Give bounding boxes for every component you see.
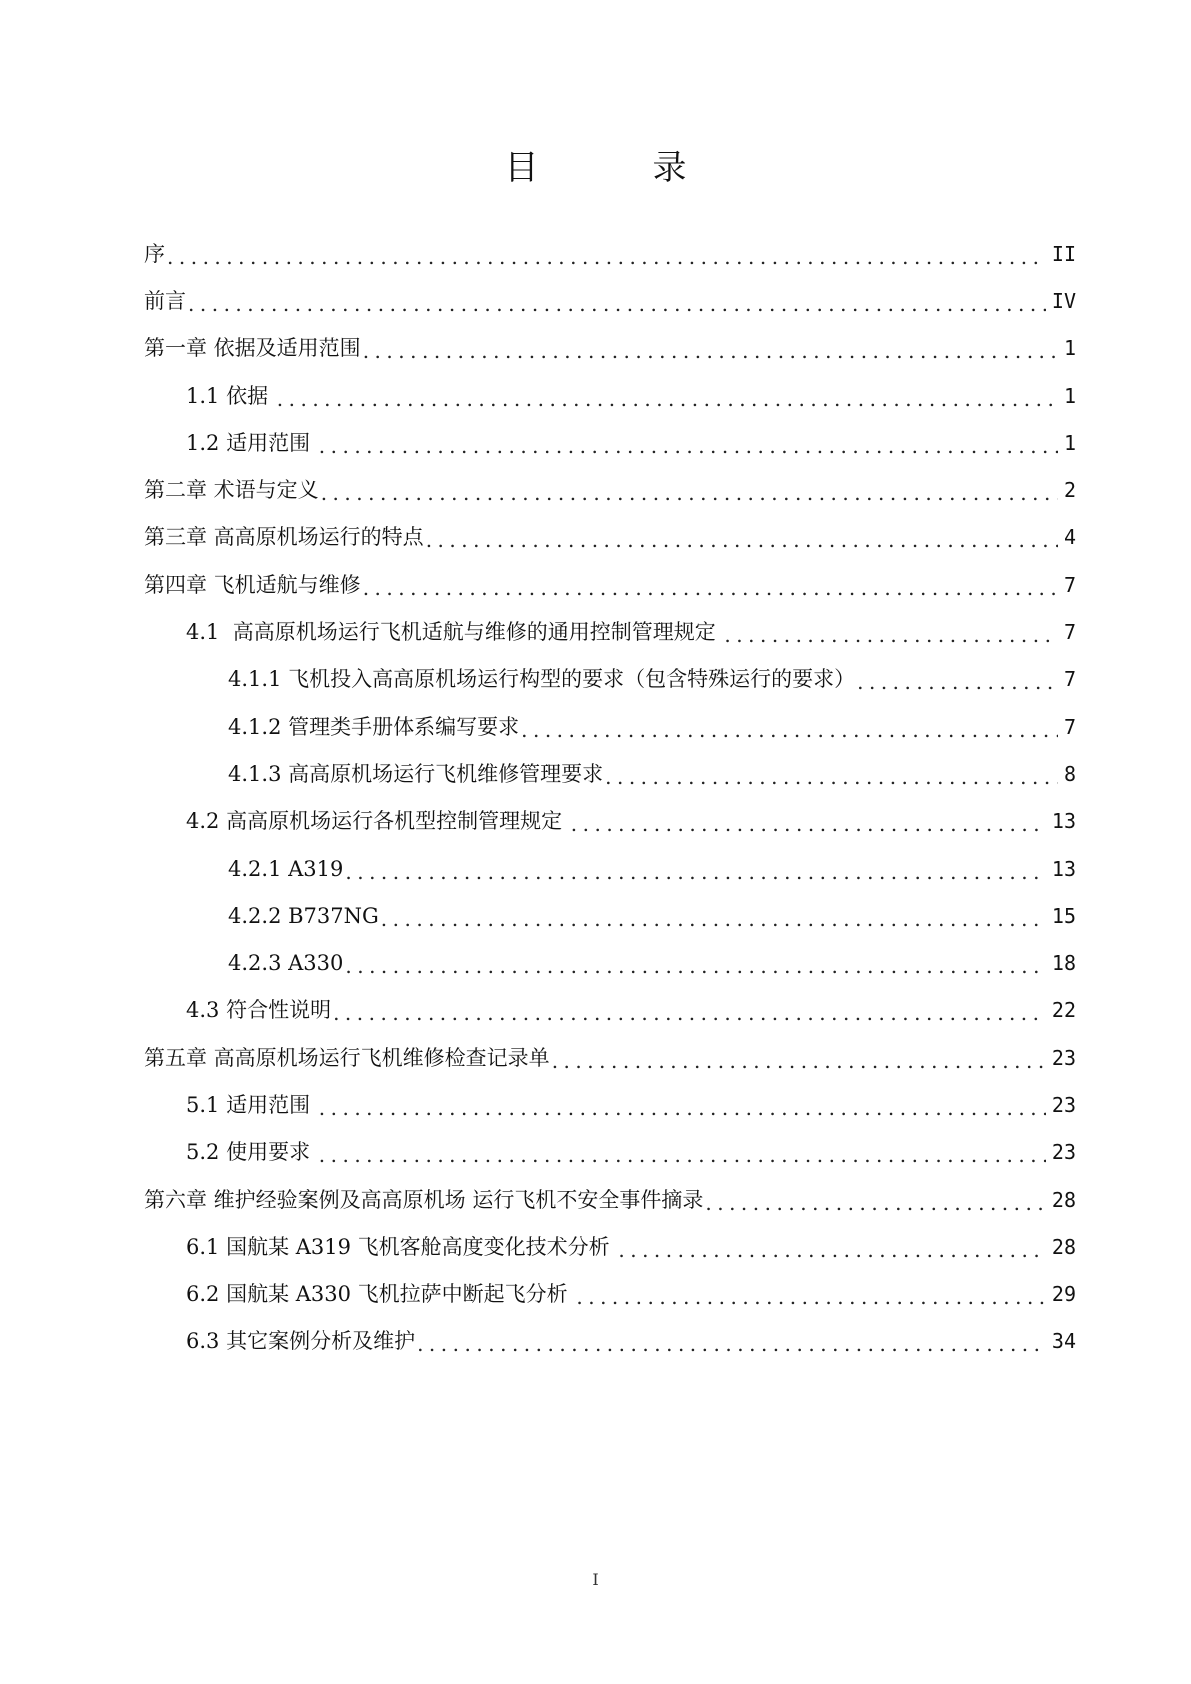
toc-dot-leader	[605, 762, 1058, 792]
toc-dot-leader	[417, 1329, 1046, 1359]
toc-page-number: 7	[1063, 572, 1076, 597]
toc-page-number: 23	[1051, 1045, 1076, 1070]
toc-entry[interactable]	[144, 1318, 1076, 1365]
toc-page-number: 7	[1063, 714, 1076, 739]
toc-dot-leader	[277, 384, 1058, 414]
toc-dot-leader	[319, 1093, 1046, 1123]
toc-entry-text: 5.2 使用要求	[186, 1140, 317, 1165]
toc-entry[interactable]	[144, 419, 1076, 466]
toc-entry-text: 序	[144, 241, 165, 266]
toc-page-number: 2	[1063, 478, 1076, 503]
toc-entry-text: 4.2 高高原机场运行各机型控制管理规定	[186, 809, 569, 834]
toc-dot-leader	[167, 242, 1046, 272]
toc-page-number: 13	[1051, 809, 1076, 834]
toc-dot-leader	[521, 715, 1058, 745]
toc-entry-text: 第二章 术语与定义	[144, 478, 319, 503]
toc-dot-leader	[188, 289, 1046, 319]
toc-dot-leader	[333, 998, 1046, 1028]
toc-dot-leader	[724, 620, 1058, 650]
toc-entry[interactable]	[144, 1034, 1076, 1081]
toc-entry-text: 4.1 高高原机场运行飞机适航与维修的通用控制管理规定	[186, 620, 723, 645]
toc-dot-leader	[363, 573, 1058, 603]
toc-entry-text: 第五章 高高原机场运行飞机维修检查记录单	[144, 1045, 550, 1070]
toc-entry[interactable]	[144, 1176, 1076, 1223]
toc-entry-text: 4.2.3 A330	[228, 951, 344, 976]
toc-dot-leader	[552, 1046, 1046, 1076]
toc-dot-leader	[857, 667, 1058, 697]
toc-entry-text: 5.1 适用范围	[186, 1092, 317, 1117]
toc-entry-text: 4.2.2 B737NG	[228, 903, 379, 928]
toc-entry[interactable]	[144, 372, 1076, 419]
toc-entry[interactable]	[144, 608, 1076, 655]
toc-dot-leader	[705, 1188, 1046, 1218]
toc-dot-leader	[571, 809, 1046, 839]
toc-entry-text: 1.1 依据	[186, 383, 275, 408]
toc-entry[interactable]	[144, 987, 1076, 1034]
toc-dot-leader	[345, 951, 1046, 981]
toc-entry[interactable]	[144, 325, 1076, 372]
toc-page-number: 23	[1051, 1140, 1076, 1165]
page-number-footer: I	[592, 1570, 599, 1589]
toc-dot-leader	[345, 857, 1046, 887]
table-of-contents	[144, 230, 1076, 1365]
toc-entry-text: 4.1.3 高高原机场运行飞机维修管理要求	[228, 761, 604, 786]
toc-page-number: 22	[1051, 998, 1076, 1023]
toc-page-number: 23	[1051, 1092, 1076, 1117]
toc-entry[interactable]	[144, 939, 1076, 986]
toc-page-number: 1	[1063, 336, 1076, 361]
toc-dot-leader	[426, 525, 1058, 555]
toc-entry-text: 6.1 国航某 A319 飞机客舱高度变化技术分析	[186, 1234, 617, 1259]
toc-page-number: 28	[1051, 1234, 1076, 1259]
toc-entry-text: 6.2 国航某 A330 飞机拉萨中断起飞分析	[186, 1282, 575, 1307]
toc-page-number: II	[1051, 241, 1076, 266]
toc-entry[interactable]	[144, 750, 1076, 797]
toc-page-number: 34	[1051, 1329, 1076, 1354]
toc-dot-leader	[381, 904, 1046, 934]
toc-entry[interactable]	[144, 230, 1076, 277]
toc-entry-text: 4.1.2 管理类手册体系编写要求	[228, 714, 520, 739]
toc-page-number: 1	[1063, 430, 1076, 455]
toc-page-number: 7	[1063, 620, 1076, 645]
toc-dot-leader	[363, 336, 1058, 366]
toc-entry-text: 1.2 适用范围	[186, 430, 317, 455]
toc-dot-leader	[576, 1282, 1046, 1312]
toc-entry[interactable]	[144, 845, 1076, 892]
toc-entry-text: 第四章 飞机适航与维修	[144, 572, 361, 597]
toc-entry[interactable]	[144, 798, 1076, 845]
toc-page-number: 28	[1051, 1187, 1076, 1212]
page-title: 目 录	[504, 148, 727, 188]
toc-page-number: 13	[1051, 856, 1076, 881]
toc-entry[interactable]	[144, 1081, 1076, 1128]
toc-page-number: 15	[1051, 903, 1076, 928]
toc-entry-text: 第一章 依据及适用范围	[144, 336, 361, 361]
toc-entry-text: 4.3 符合性说明	[186, 998, 332, 1023]
toc-entry[interactable]	[144, 466, 1076, 513]
toc-entry[interactable]	[144, 1271, 1076, 1318]
toc-page-number: 29	[1051, 1282, 1076, 1307]
toc-entry-text: 第六章 维护经验案例及高高原机场 运行飞机不安全事件摘录	[144, 1187, 704, 1212]
toc-entry-text: 6.3 其它案例分析及维护	[186, 1329, 416, 1354]
toc-dot-leader	[618, 1235, 1046, 1265]
toc-page-number: 4	[1063, 525, 1076, 550]
toc-entry[interactable]	[144, 1129, 1076, 1176]
toc-page-number: 8	[1063, 761, 1076, 786]
toc-dot-leader	[319, 431, 1058, 461]
toc-page-number: 7	[1063, 667, 1076, 692]
toc-dot-leader	[321, 478, 1058, 508]
toc-entry[interactable]	[144, 703, 1076, 750]
toc-entry-text: 4.1.1 飞机投入高高原机场运行构型的要求（包含特殊运行的要求）	[228, 667, 856, 692]
toc-entry-text: 4.2.1 A319	[228, 856, 344, 881]
toc-entry[interactable]	[144, 892, 1076, 939]
toc-entry[interactable]	[144, 514, 1076, 561]
toc-page-number: 1	[1063, 383, 1076, 408]
toc-entry-text: 第三章 高高原机场运行的特点	[144, 525, 424, 550]
toc-dot-leader	[319, 1140, 1046, 1170]
toc-page-number: 18	[1051, 951, 1076, 976]
toc-entry[interactable]	[144, 1223, 1076, 1270]
toc-entry[interactable]	[144, 277, 1076, 324]
toc-entry[interactable]	[144, 561, 1076, 608]
toc-entry-text: 前言	[144, 288, 186, 313]
toc-entry[interactable]	[144, 656, 1076, 703]
toc-page-number: IV	[1051, 288, 1076, 313]
